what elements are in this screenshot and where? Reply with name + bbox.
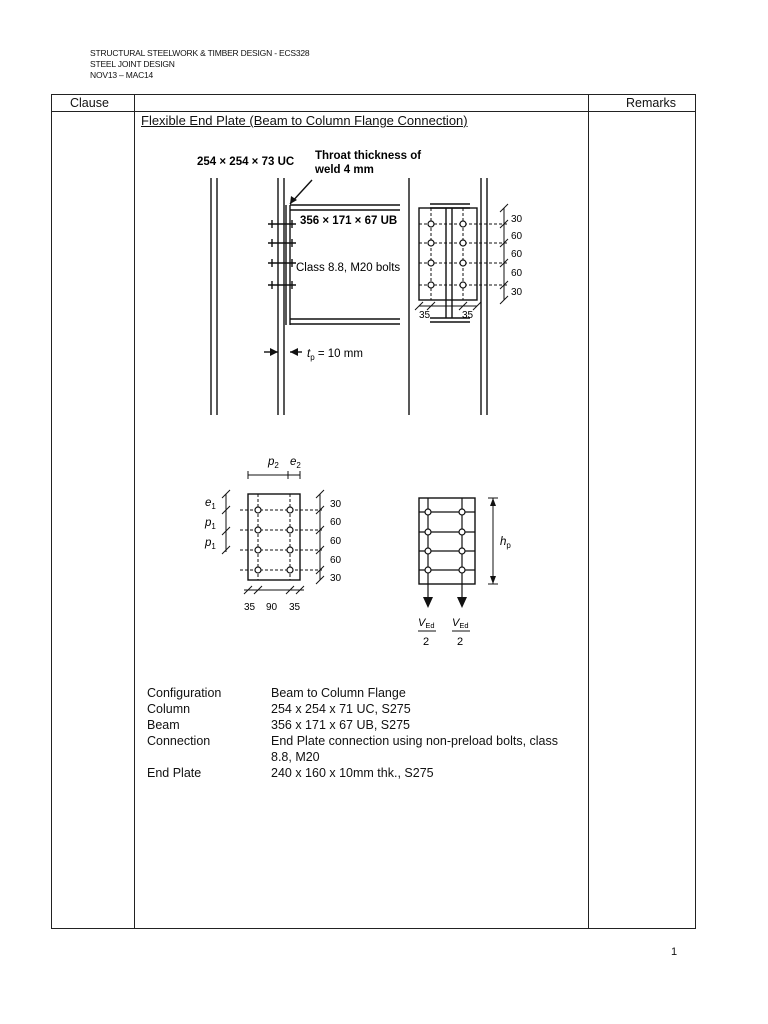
end-view-edge-dim-right: 35 <box>462 310 474 321</box>
page-number: 1 <box>671 946 678 958</box>
plate-gauge-dim: 90 <box>266 602 278 613</box>
p1-symbol-a: $p_1$ <box>205 517 216 531</box>
plate-dim-4: 60 <box>330 555 342 566</box>
throat-label-line1: Throat thickness of <box>315 150 422 162</box>
throat-label-line2: weld 4 mm <box>315 164 374 176</box>
shear-plate-bolts <box>425 509 465 573</box>
plate-edge-dim-left: 35 <box>244 602 256 613</box>
detail-label: Configuration <box>147 686 222 700</box>
detail-label: Column <box>147 702 191 716</box>
detail-label: End Plate <box>147 766 202 780</box>
connection-details <box>147 685 571 781</box>
detail-row <box>147 701 571 717</box>
header-topic: STEEL JOINT DESIGN <box>90 59 175 69</box>
detail-value: 254 x 254 x 71 UC, S275 <box>271 702 411 716</box>
detail-row <box>147 717 571 733</box>
end-view-dim-4: 60 <box>511 268 523 279</box>
ved-symbol-right: VEd <box>452 617 469 630</box>
end-view-dim-2: 60 <box>511 231 523 242</box>
detail-row <box>147 685 571 701</box>
plate-layout-bolts <box>255 507 293 573</box>
column-section-label: 254 × 254 × 73 UC <box>197 156 295 168</box>
remarks-column-header: Remarks <box>626 96 677 110</box>
plate-dim-2: 60 <box>330 517 342 528</box>
plate-dim-1: 30 <box>330 499 342 510</box>
detail-value: 356 x 171 x 67 UB, S275 <box>271 718 410 732</box>
header-course: STRUCTURAL STEELWORK & TIMBER DESIGN - ECS328 <box>90 48 310 58</box>
end-view-dim-1: 30 <box>511 214 523 225</box>
e2-symbol: $e_2$ <box>290 456 301 470</box>
plate-dim-3: 60 <box>330 536 342 547</box>
detail-value: 240 x 160 x 10mm thk., S275 <box>271 766 434 780</box>
p2-symbol: $p_2$ <box>268 456 279 470</box>
end-view-dim-3: 60 <box>511 249 523 260</box>
ved-denominator-left: 2 <box>423 636 430 648</box>
plate-edge-dim-right: 35 <box>289 602 301 613</box>
plate-dim-5: 30 <box>330 573 342 584</box>
detail-row <box>147 733 571 765</box>
end-view-edge-dim-left: 35 <box>419 310 431 321</box>
section-title: Flexible End Plate (Beam to Column Flange Connection) <box>141 113 468 128</box>
ved-symbol-left: VEd <box>418 617 435 630</box>
detail-row <box>147 765 571 781</box>
e1-symbol: $e_1$ <box>205 497 216 511</box>
end-view-dim-5: 30 <box>511 287 523 298</box>
hp-symbol: $h_p$ <box>500 536 511 550</box>
detail-value: Beam to Column Flange <box>271 686 406 700</box>
p1-symbol-b: $p_1$ <box>205 537 216 551</box>
detail-label: Beam <box>147 718 180 732</box>
beam-section-label: 356 × 171 × 67 UB <box>300 215 398 227</box>
detail-value: End Plate connection using non-preload bolts, class 8.8, M20 <box>271 734 558 764</box>
detail-label: Connection <box>147 734 211 748</box>
plate-thickness-label: $t_p = 10$ mm <box>307 348 363 362</box>
ved-denominator-right: 2 <box>457 636 464 648</box>
header-semester: NOV13 – MAC14 <box>90 70 154 80</box>
bolt-class-label: Class 8.8, M20 bolts <box>296 262 401 274</box>
clause-column-header: Clause <box>70 96 109 110</box>
